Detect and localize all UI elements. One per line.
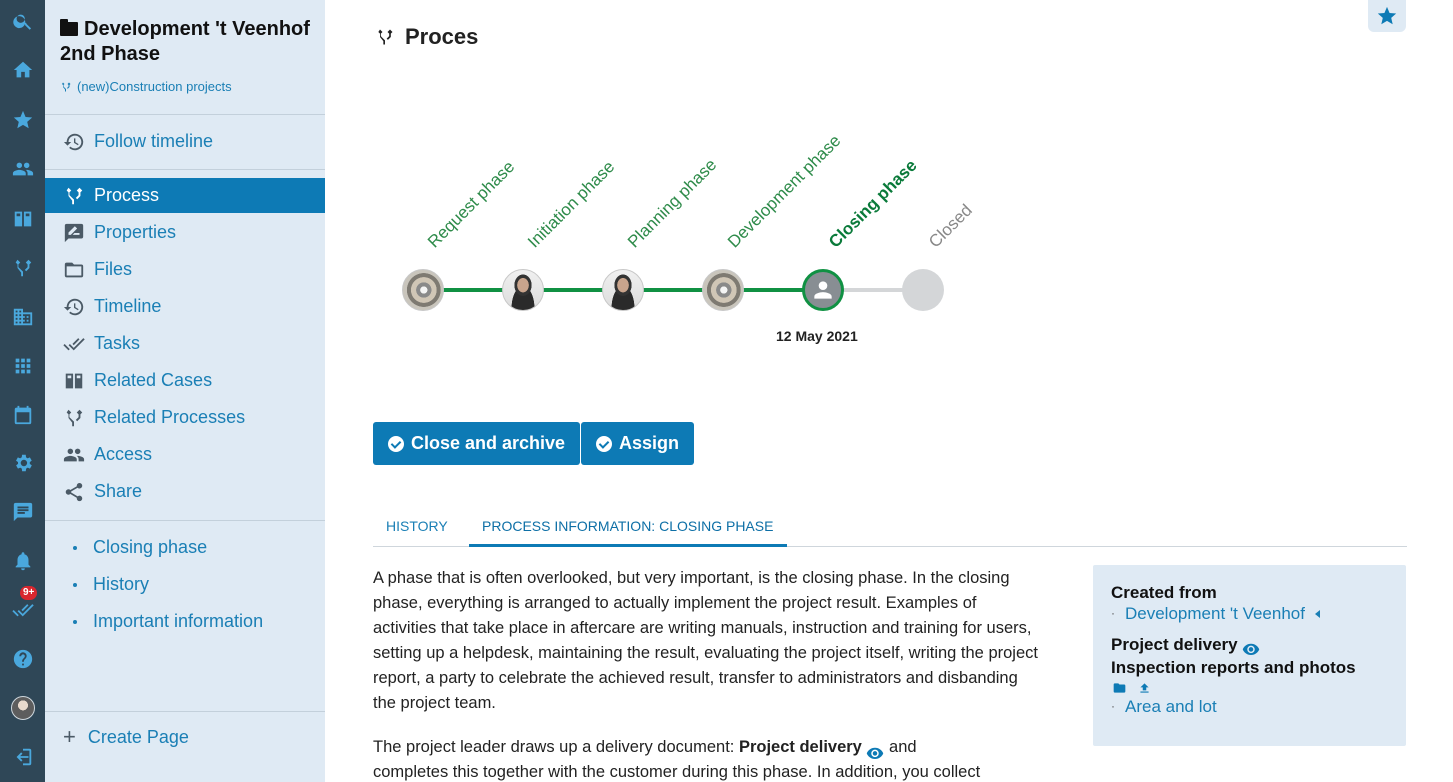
- assign-button[interactable]: Assign: [581, 422, 694, 465]
- created-from-label: Created from: [1111, 583, 1217, 602]
- case-type-link[interactable]: (new)Construction projects: [60, 79, 232, 94]
- double-check-icon: [63, 333, 85, 355]
- apps-icon[interactable]: [0, 348, 45, 384]
- section-link-history[interactable]: History: [45, 567, 325, 602]
- divider: [45, 114, 325, 115]
- closing-phase-description: A phase that is often overlooked, but very important, is the closing phase. In the closing phase, everything is arranged to actually implement the project result. Examples of activities that take place in aftercare are writing manuals, instruction and training for users, setting up a helpdesk, maintaining the result, evaluating the project itself, writing the project report, a party to celebrate the achieved result, transfer to administrators and disbanding the project team.: [373, 569, 1038, 712]
- tasks-icon[interactable]: [0, 587, 45, 628]
- phase-label-closing: Closing phase: [825, 155, 921, 252]
- divider: [45, 520, 325, 521]
- gear-icon[interactable]: [0, 445, 45, 481]
- home-icon[interactable]: [0, 52, 45, 88]
- sidebar-item-access[interactable]: Access: [45, 437, 325, 472]
- sidebar-item-share[interactable]: Share: [45, 474, 325, 509]
- folder-icon: [63, 259, 85, 281]
- check-circle-icon: [388, 436, 404, 452]
- history-icon: [63, 131, 85, 153]
- info-panel: [1093, 565, 1406, 746]
- caret-left-icon: [1315, 610, 1320, 618]
- phase-node-closing[interactable]: [802, 269, 844, 311]
- sidebar-item-related-cases[interactable]: Related Cases: [45, 363, 325, 398]
- process-icon: [63, 407, 85, 429]
- divider: [45, 711, 325, 712]
- area-and-lot-link[interactable]: · Area and lot: [1111, 697, 1217, 716]
- book-icon[interactable]: [0, 201, 45, 237]
- sidebar-item-properties[interactable]: Properties: [45, 215, 325, 250]
- sidebar-item-files[interactable]: Files: [45, 252, 325, 287]
- bell-icon[interactable]: [0, 543, 45, 579]
- process-icon: [63, 185, 85, 207]
- close-and-archive-button[interactable]: Close and archive: [373, 422, 580, 465]
- create-page-button[interactable]: + Create Page: [63, 724, 189, 749]
- check-circle-icon: [596, 436, 612, 452]
- properties-icon: [63, 222, 85, 244]
- sidebar-item-tasks[interactable]: Tasks: [45, 326, 325, 361]
- sidebar: [45, 0, 325, 782]
- building-icon[interactable]: [0, 299, 45, 335]
- created-from-link[interactable]: · Development 't Veenhof: [1111, 603, 1388, 624]
- phase-node-initiation[interactable]: [502, 269, 544, 311]
- history-icon: [63, 296, 85, 318]
- phase-label-planning: Planning phase: [624, 155, 721, 252]
- logout-icon[interactable]: [0, 739, 45, 775]
- case-title: Development 't Veenhof 2nd Phase: [60, 18, 310, 65]
- people-icon: [63, 444, 85, 466]
- book-icon: [63, 370, 85, 392]
- user-icon: [810, 277, 836, 303]
- phase-node-development[interactable]: [702, 269, 744, 311]
- star-icon[interactable]: [0, 102, 45, 138]
- phase-node-closed[interactable]: [902, 269, 944, 311]
- plus-icon: +: [63, 724, 76, 749]
- avatar[interactable]: [0, 690, 45, 726]
- phase-label-request: Request phase: [424, 157, 519, 252]
- process-icon: [375, 27, 395, 47]
- icon-rail: [0, 0, 45, 782]
- tab-process-information[interactable]: PROCESS INFORMATION: CLOSING PHASE: [482, 518, 774, 534]
- sidebar-item-timeline[interactable]: Timeline: [45, 289, 325, 324]
- help-icon[interactable]: [0, 641, 45, 677]
- upload-icon[interactable]: [1137, 681, 1152, 695]
- people-icon[interactable]: [0, 151, 45, 187]
- phase-label-closed: Closed: [925, 200, 976, 252]
- phase-label-initiation: Initiation phase: [524, 157, 619, 252]
- tab-history[interactable]: HISTORY: [386, 518, 448, 534]
- follow-timeline-button[interactable]: Follow timeline: [45, 124, 325, 159]
- delivery-paragraph: The project leader draws up a delivery document: Project delivery and completes this together with the customer during this phase. In addition, you collect: [373, 738, 981, 781]
- current-phase-date: 12 May 2021: [776, 328, 858, 344]
- star-icon: [1376, 5, 1398, 27]
- inspection-heading: Inspection reports and photos: [1111, 658, 1356, 677]
- chat-icon[interactable]: [0, 494, 45, 530]
- folder-icon[interactable]: [1112, 681, 1127, 695]
- project-delivery-link[interactable]: Project delivery: [738, 738, 862, 756]
- search-icon[interactable]: [0, 3, 45, 39]
- calendar-icon[interactable]: [0, 397, 45, 433]
- sidebar-item-related-processes[interactable]: Related Processes: [45, 400, 325, 435]
- phase-label-development: Development phase: [724, 131, 845, 252]
- folder-icon: [60, 22, 78, 36]
- section-link-closing-phase[interactable]: Closing phase: [45, 530, 325, 565]
- favorite-button[interactable]: [1368, 0, 1406, 32]
- phase-node-request[interactable]: [402, 269, 444, 311]
- page-title: Proces: [375, 24, 478, 50]
- sidebar-item-process[interactable]: Process: [45, 178, 325, 213]
- phase-node-planning[interactable]: [602, 269, 644, 311]
- process-icon: [60, 81, 72, 93]
- inspection-actions: [1112, 681, 1388, 695]
- section-link-important-information[interactable]: Important information: [45, 604, 325, 639]
- project-delivery-heading: Project delivery: [1111, 635, 1388, 655]
- divider: [45, 169, 325, 170]
- process-icon[interactable]: [0, 250, 45, 286]
- eye-icon[interactable]: [866, 742, 884, 754]
- share-icon: [63, 481, 85, 503]
- eye-icon[interactable]: [1242, 640, 1260, 652]
- active-tab-indicator: [469, 544, 787, 547]
- tasks-badge: 9+: [20, 586, 37, 600]
